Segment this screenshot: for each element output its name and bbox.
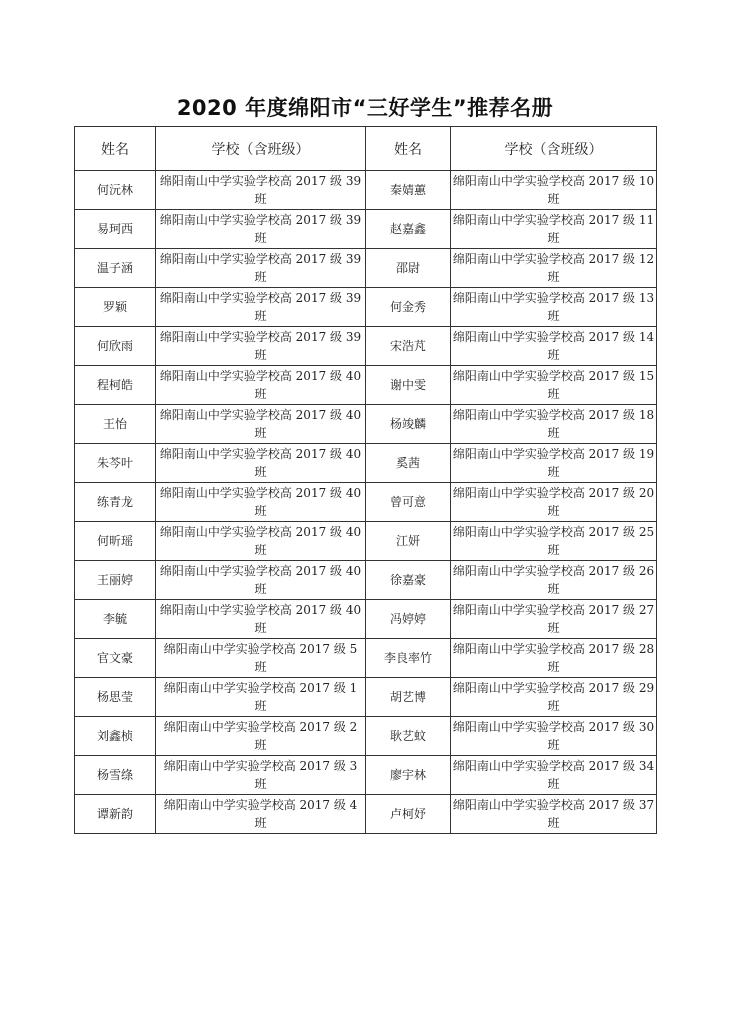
school-class-right: 绵阳南山中学实验学校高 2017 级 15 班 <box>451 366 657 405</box>
student-name-right: 杨竣麟 <box>366 405 451 444</box>
student-name-left: 朱芩叶 <box>75 444 156 483</box>
table-row <box>75 249 657 288</box>
student-name-left: 何欣雨 <box>75 327 156 366</box>
school-class-left: 绵阳南山中学实验学校高 2017 级 40 班 <box>156 483 366 522</box>
header-name-left: 姓名 <box>75 127 156 171</box>
school-class-right: 绵阳南山中学实验学校高 2017 级 29 班 <box>451 678 657 717</box>
school-class-left: 绵阳南山中学实验学校高 2017 级 1 班 <box>156 678 366 717</box>
student-name-left: 杨雪绦 <box>75 756 156 795</box>
student-name-left: 李毓 <box>75 600 156 639</box>
student-name-right: 胡艺博 <box>366 678 451 717</box>
table-row <box>75 756 657 795</box>
school-class-right: 绵阳南山中学实验学校高 2017 级 37 班 <box>451 795 657 834</box>
table-row <box>75 522 657 561</box>
school-class-left: 绵阳南山中学实验学校高 2017 级 40 班 <box>156 405 366 444</box>
student-name-right: 何金秀 <box>366 288 451 327</box>
school-class-right: 绵阳南山中学实验学校高 2017 级 20 班 <box>451 483 657 522</box>
table-row <box>75 561 657 600</box>
student-name-right: 江妍 <box>366 522 451 561</box>
school-class-left: 绵阳南山中学实验学校高 2017 级 40 班 <box>156 561 366 600</box>
student-name-left: 易珂西 <box>75 210 156 249</box>
school-class-right: 绵阳南山中学实验学校高 2017 级 10 班 <box>451 171 657 210</box>
header-name-right: 姓名 <box>366 127 451 171</box>
school-class-left: 绵阳南山中学实验学校高 2017 级 2 班 <box>156 717 366 756</box>
student-name-left: 王丽婷 <box>75 561 156 600</box>
table-row <box>75 795 657 834</box>
table-row <box>75 171 657 210</box>
school-class-left: 绵阳南山中学实验学校高 2017 级 40 班 <box>156 366 366 405</box>
table-body <box>75 171 657 834</box>
document-title: 2020 年度绵阳市“三好学生”推荐名册 <box>176 96 554 120</box>
school-class-right: 绵阳南山中学实验学校高 2017 级 30 班 <box>451 717 657 756</box>
student-name-left: 杨思莹 <box>75 678 156 717</box>
student-name-right: 耿艺蚊 <box>366 717 451 756</box>
school-class-right: 绵阳南山中学实验学校高 2017 级 18 班 <box>451 405 657 444</box>
student-name-left: 罗颖 <box>75 288 156 327</box>
school-class-right: 绵阳南山中学实验学校高 2017 级 34 班 <box>451 756 657 795</box>
student-name-left: 谭新韵 <box>75 795 156 834</box>
table-header-row <box>75 127 657 171</box>
student-name-left: 官文豪 <box>75 639 156 678</box>
school-class-right: 绵阳南山中学实验学校高 2017 级 12 班 <box>451 249 657 288</box>
school-class-right: 绵阳南山中学实验学校高 2017 级 26 班 <box>451 561 657 600</box>
student-name-left: 刘鑫桢 <box>75 717 156 756</box>
student-name-right: 徐嘉豪 <box>366 561 451 600</box>
student-name-left: 练青龙 <box>75 483 156 522</box>
student-name-left: 何昕瑶 <box>75 522 156 561</box>
student-name-left: 程柯皓 <box>75 366 156 405</box>
student-name-right: 卢柯妤 <box>366 795 451 834</box>
header-school-right: 学校（含班级） <box>451 127 657 171</box>
table-row <box>75 405 657 444</box>
student-roster-table <box>74 126 657 834</box>
student-name-left: 何沅林 <box>75 171 156 210</box>
table-row <box>75 600 657 639</box>
school-class-left: 绵阳南山中学实验学校高 2017 级 5 班 <box>156 639 366 678</box>
school-class-left: 绵阳南山中学实验学校高 2017 级 40 班 <box>156 600 366 639</box>
student-name-right: 奚茜 <box>366 444 451 483</box>
table-row <box>75 678 657 717</box>
table-row <box>75 483 657 522</box>
table-row <box>75 444 657 483</box>
student-name-right: 李良率竹 <box>366 639 451 678</box>
school-class-right: 绵阳南山中学实验学校高 2017 级 28 班 <box>451 639 657 678</box>
school-class-left: 绵阳南山中学实验学校高 2017 级 39 班 <box>156 249 366 288</box>
table-row <box>75 639 657 678</box>
school-class-right: 绵阳南山中学实验学校高 2017 级 13 班 <box>451 288 657 327</box>
school-class-left: 绵阳南山中学实验学校高 2017 级 39 班 <box>156 288 366 327</box>
student-name-right: 宋浩芃 <box>366 327 451 366</box>
school-class-right: 绵阳南山中学实验学校高 2017 级 11 班 <box>451 210 657 249</box>
school-class-right: 绵阳南山中学实验学校高 2017 级 19 班 <box>451 444 657 483</box>
table-row <box>75 210 657 249</box>
student-name-right: 廖宇林 <box>366 756 451 795</box>
header-school-left: 学校（含班级） <box>156 127 366 171</box>
school-class-left: 绵阳南山中学实验学校高 2017 级 3 班 <box>156 756 366 795</box>
school-class-left: 绵阳南山中学实验学校高 2017 级 39 班 <box>156 210 366 249</box>
student-name-right: 谢中雯 <box>366 366 451 405</box>
student-name-right: 秦婧蕙 <box>366 171 451 210</box>
table-row <box>75 366 657 405</box>
table-row <box>75 327 657 366</box>
student-name-right: 赵嘉鑫 <box>366 210 451 249</box>
school-class-left: 绵阳南山中学实验学校高 2017 级 39 班 <box>156 327 366 366</box>
table-row <box>75 717 657 756</box>
school-class-left: 绵阳南山中学实验学校高 2017 级 40 班 <box>156 522 366 561</box>
school-class-left: 绵阳南山中学实验学校高 2017 级 40 班 <box>156 444 366 483</box>
table-row <box>75 288 657 327</box>
student-name-right: 邵尉 <box>366 249 451 288</box>
school-class-right: 绵阳南山中学实验学校高 2017 级 25 班 <box>451 522 657 561</box>
school-class-right: 绵阳南山中学实验学校高 2017 级 27 班 <box>451 600 657 639</box>
student-name-right: 曾可意 <box>366 483 451 522</box>
school-class-left: 绵阳南山中学实验学校高 2017 级 39 班 <box>156 171 366 210</box>
student-name-left: 温子涵 <box>75 249 156 288</box>
school-class-right: 绵阳南山中学实验学校高 2017 级 14 班 <box>451 327 657 366</box>
student-name-right: 冯婷婷 <box>366 600 451 639</box>
student-name-left: 王怡 <box>75 405 156 444</box>
school-class-left: 绵阳南山中学实验学校高 2017 级 4 班 <box>156 795 366 834</box>
